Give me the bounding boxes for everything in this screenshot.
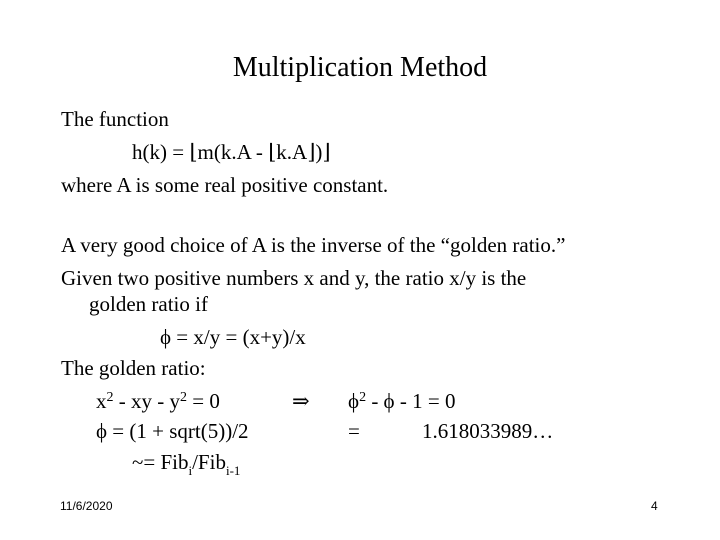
- equals-sign: =: [348, 419, 360, 443]
- text-line-constant: where A is some real positive constant.: [61, 173, 389, 197]
- formula-fibonacci-ratio: [132, 450, 240, 477]
- text-line-function: The function: [61, 107, 169, 131]
- eq1-exponent-1: 2: [106, 390, 114, 405]
- formula-quadratic-phi: [348, 389, 455, 417]
- slide-title: Multiplication Method: [232, 52, 488, 83]
- footer-page-number: 4: [651, 499, 658, 513]
- formula-quadratic-xy: [96, 389, 220, 417]
- formula-hash-function: h(k) = ⌊m(k.A - ⌊k.A⌋)⌋: [132, 140, 331, 164]
- fib-subscript-i-minus-1: i-1: [225, 463, 241, 478]
- eq2-end: - ϕ - 1 = 0: [366, 389, 456, 413]
- text-line-golden-ratio: The golden ratio:: [61, 356, 206, 380]
- eq2-phi: ϕ: [348, 389, 360, 413]
- eq1-exponent-2: 2: [180, 390, 187, 405]
- text-line-golden-choice: A very good choice of A is the inverse of the “golden ratio.”: [61, 233, 566, 257]
- implies-arrow-icon: ⇒: [292, 389, 310, 413]
- fib-prefix: ~= Fib: [132, 450, 189, 474]
- eq1-middle: - xy - y: [113, 389, 180, 413]
- fib-middle: /Fib: [192, 450, 226, 474]
- formula-phi-value: ϕ = (1 + sqrt(5))/2: [96, 419, 249, 443]
- footer-date: 11/6/2020: [60, 499, 113, 513]
- text-line-given: Given two positive numbers x and y, the ratio x/y is the: [61, 266, 527, 290]
- phi-decimal-value: 1.618033989…: [422, 419, 554, 443]
- eq2-exponent: 2: [359, 390, 367, 405]
- formula-phi-definition: ϕ = x/y = (x+y)/x: [160, 325, 306, 349]
- eq1-x: x: [96, 389, 107, 413]
- fib-subscript-i: i: [188, 463, 193, 478]
- eq1-end: = 0: [187, 389, 220, 413]
- text-line-golden-if: golden ratio if: [89, 292, 208, 316]
